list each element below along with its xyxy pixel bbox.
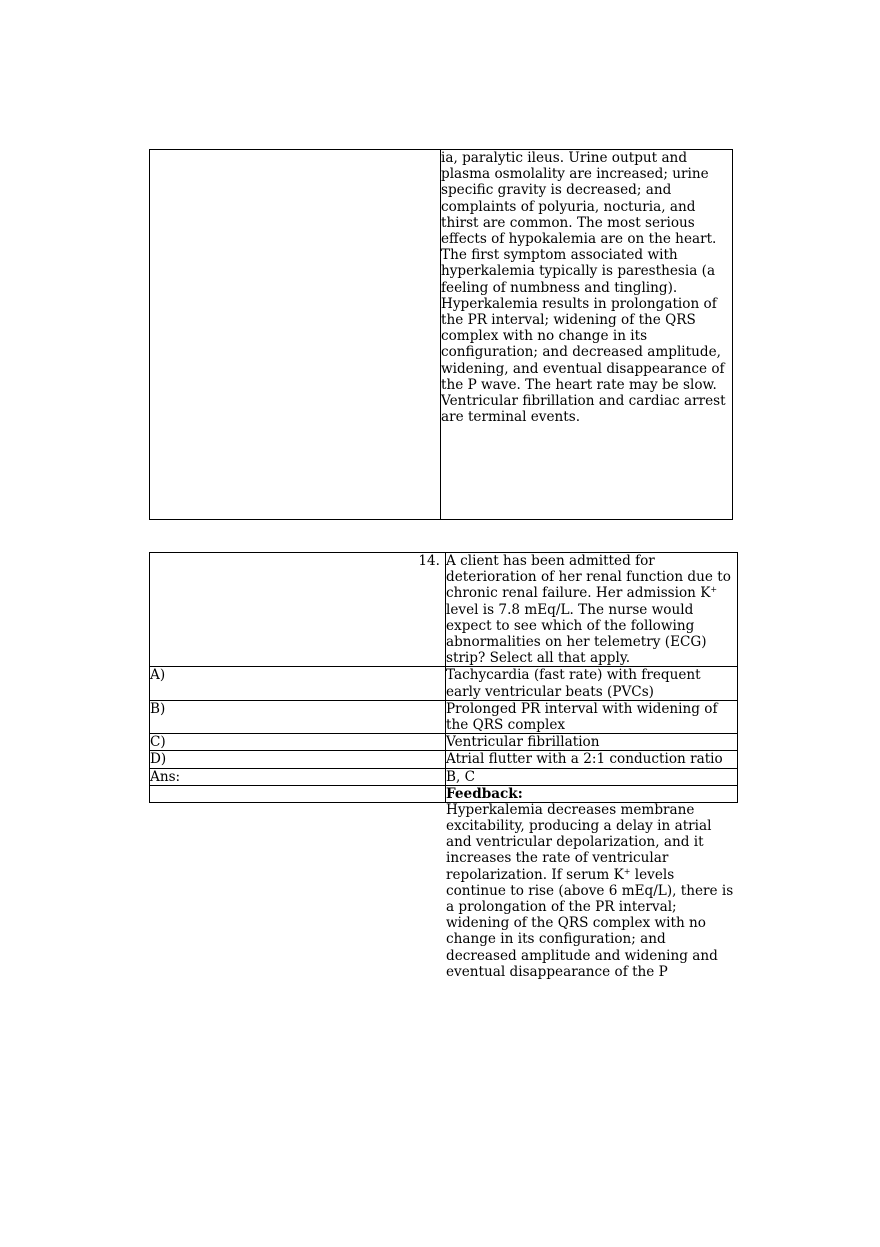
option-row-b xyxy=(150,700,738,733)
option-text: Atrial flutter with a 2:1 conduction ratio xyxy=(446,751,738,768)
question-stem-part2: level is 7.8 mEq/L. The nurse would expect to see which of the following abnormalities on her telemetry (ECG) strip? Select all that apply. xyxy=(446,601,707,667)
feedback-row xyxy=(150,785,738,802)
option-letter: D) xyxy=(150,751,446,768)
feedback-text xyxy=(446,802,737,980)
question-number: 14. xyxy=(150,553,446,667)
feedback-cell xyxy=(446,785,738,980)
question-stem-part1: A client has been admitted for deterioration of her renal function due to chronic renal failure. Her admission K xyxy=(446,553,731,602)
question-stem xyxy=(446,553,738,667)
option-text: Tachycardia (fast rate) with frequent early ventricular beats (PVCs) xyxy=(446,667,738,700)
feedback-superscript: + xyxy=(623,866,631,876)
option-text: Ventricular fibrillation xyxy=(446,734,738,751)
feedback-left-cell xyxy=(150,785,446,802)
option-row-c xyxy=(150,734,738,751)
rationale-text: ia, paralytic ileus. Urine output and plasma osmolality are increased; urine specific gravity is decreased; and complaints of polyuria, nocturia, and thirst are common. The most serious effects of hypokalemia are on the heart. The first symptom associated with hyperkalemia typically is paresthesia (a feeling of numbness and tingling). Hyperkalemia results in prolongation of the PR interval; widening of the QRS complex with no change in its configuration; and decreased amplitude, widening, and eventual disappearance of the P wave. The heart rate may be slow. Ventricular fibrillation and cardiac arrest are terminal events. xyxy=(441,150,733,520)
option-letter: A) xyxy=(150,667,446,700)
answer-value: B, C xyxy=(446,768,738,785)
answer-label: Ans: xyxy=(150,768,446,785)
option-letter: B) xyxy=(150,700,446,733)
question-table xyxy=(149,552,738,980)
feedback-part2: levels continue to rise (above 6 mEq/L), there is a prolongation of the PR interval; widening of the QRS complex with no change in its configuration; and decreased amplitude and widening and eventual disappearance of the P xyxy=(446,866,734,980)
answer-row xyxy=(150,768,738,785)
rationale-left-cell xyxy=(150,150,441,520)
rationale-table xyxy=(149,149,733,520)
feedback-title: Feedback: xyxy=(446,785,523,802)
option-text: Prolonged PR interval with widening of the QRS complex xyxy=(446,700,738,733)
option-row-a xyxy=(150,667,738,700)
question-stem-superscript: + xyxy=(710,585,718,595)
option-row-d xyxy=(150,751,738,768)
feedback-part1: Hyperkalemia decreases membrane excitability, producing a delay in atrial and ventricular depolarization, and it increases the rate of ventricular repolarization. If serum K xyxy=(446,801,712,883)
option-letter: C) xyxy=(150,734,446,751)
